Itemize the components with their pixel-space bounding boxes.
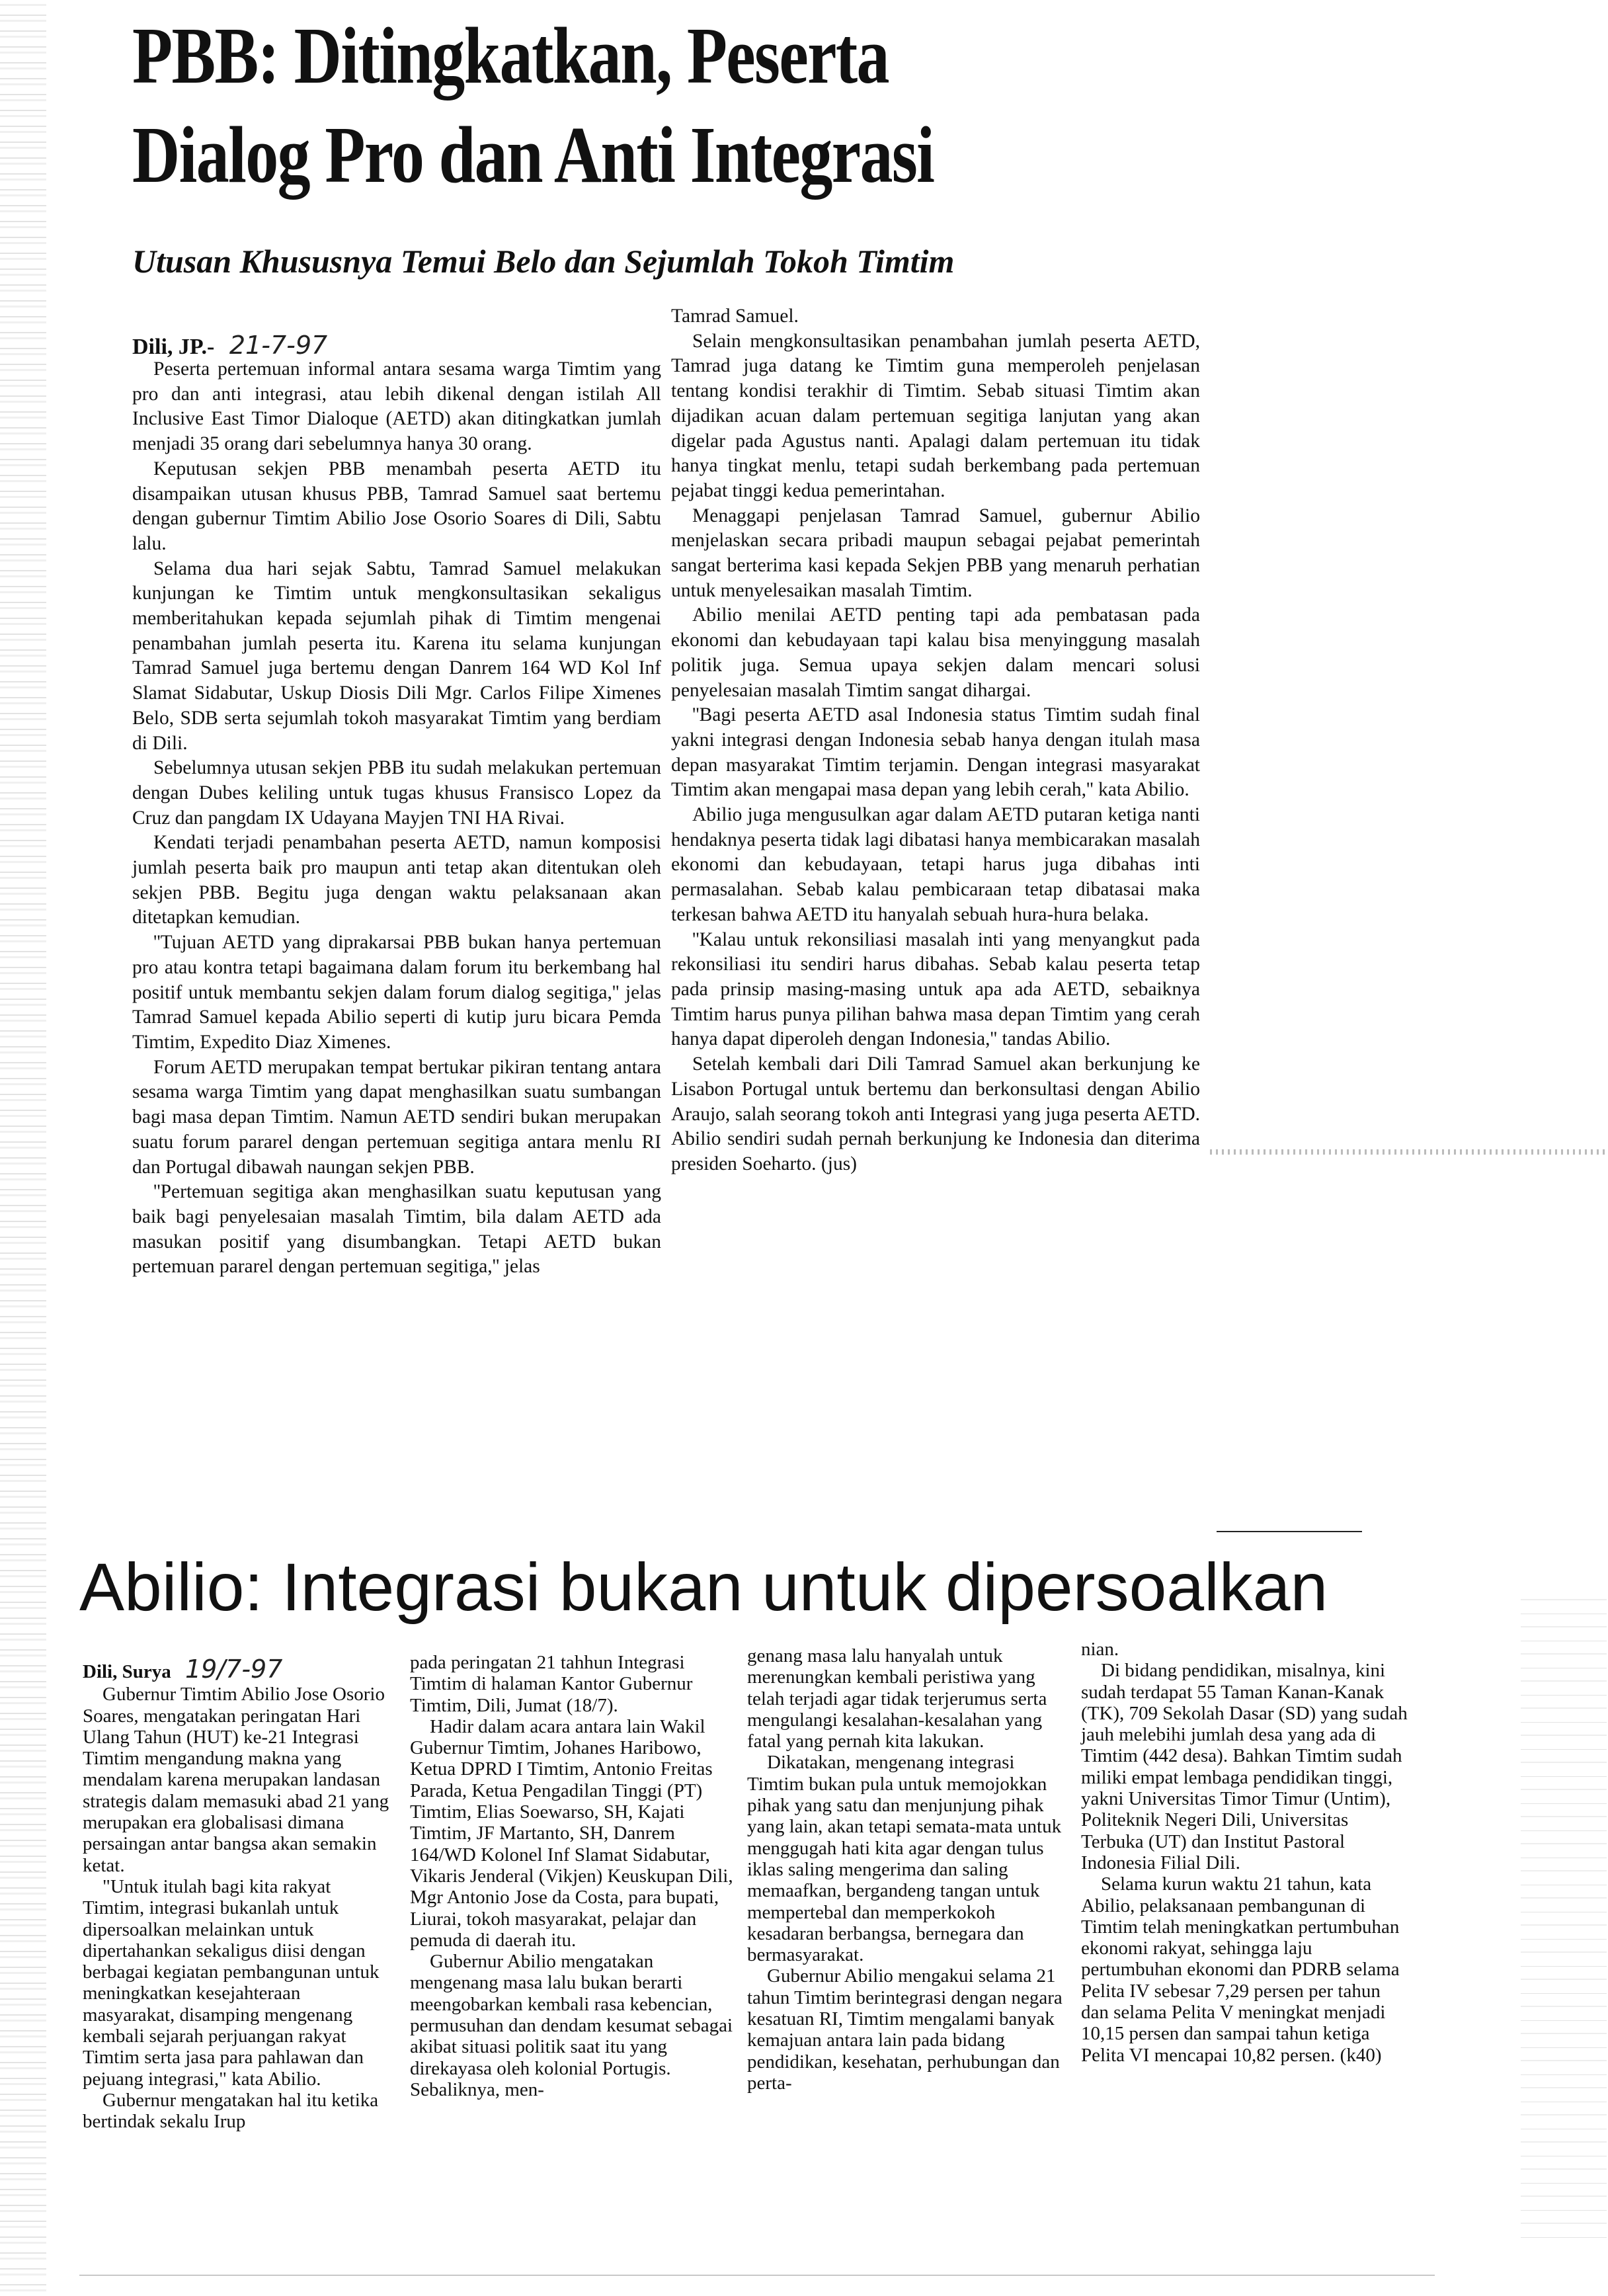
article2-paragraph: Selama kurun waktu 21 tahun, kata Abilio, pelaksanaan pembangunan di Timtim telah meningkatkan pertumbuhan ekonomi rakyat, sehingga laju pertumbuhan ekonomi dan PDRB selama Pelita IV sebesar 7,29 persen per tahun dan selama Pelita V meningkat menjadi 10,15 persen dan sampai tahun ketiga Pelita VI mencapai 10,82 persen. (k40) [1081, 1873, 1400, 2066]
article1-paragraph: Setelah kembali dari Dili Tamrad Samuel akan berkunjung ke Lisabon Portugal untuk bertemu dan berkonsultasi dengan Abilio Araujo, salah seorang tokoh anti Integrasi yang juga peserta AETD. Abilio sendiri sudah pernah berkunjung ke Indonesia dan diterima presiden Soeharto. (jus) [671, 1053, 1200, 1174]
article2-column-2 [410, 1652, 734, 2100]
article2-dateline-text: Dili, Surya [83, 1661, 171, 1682]
article2-paragraph: genang masa lalu hanyalah untuk merenungkan kembali peristiwa yang telah terjadi agar tidak terjerumus serta mengulangi kesalahan-kesalahan yang fatal yang pernah kita lakukan. [747, 1645, 1047, 1752]
article1-paragraph: Sebelumnya utusan sekjen PBB itu sudah melakukan pertemuan dengan Dubes keliling untuk tugas khusus Fransisco Lopez da Cruz dan pangdam IX Udayana Mayjen TNI HA Rivai. [132, 757, 661, 829]
article2-paragraph: "Untuk itulah bagi kita rakyat Timtim, integrasi bukanlah untuk dipersoalkan melainkan untuk dipertahankan sekaligus diisi dengan berbagai kegiatan pembangunan untuk meningkatkan kesejahteraan masyarakat, disamping mengenang kembali sejarah perjuangan rakyat Timtim serta jasa para pahlawan dan pejuang integrasi," kata Abilio. [83, 1875, 380, 2090]
article1-dateline [132, 331, 327, 360]
article2-dateline [83, 1655, 393, 1684]
article1-subheadline: Utusan Khususnya Temui Belo dan Sejumlah Tokoh Timtim [132, 243, 955, 280]
page-bottom-rule [79, 2275, 1435, 2276]
article-divider-rule [1217, 1531, 1362, 1532]
article1-handwritten-date: 21-7-97 [229, 331, 328, 360]
article1-paragraph: Tamrad Samuel. [671, 306, 799, 327]
article1-paragraph: ''Kalau untuk rekonsiliasi masalah inti yang menyangkut pada rekonsiliasi itu sendiri harus dibahas. Sebab kalau peserta tetap pada prinsip masing-masing untuk apa ada AETD, sebaiknya Timtim harus punya pilihan bahwa masa depan Timtim yang cerah hanya dapat diperoleh dengan Indonesia,'' tandas Abilio. [671, 928, 1200, 1050]
article1-paragraph: ''Bagi peserta AETD asal Indonesia status Timtim sudah final yakni integrasi dengan Indonesia sebab hanya dengan itulah masa depan masyarakat Timtim terjamin. Dengan integrasi masyarakat Timtim akan mengapai masa depan yang lebih cerah,'' kata Abilio. [671, 704, 1200, 801]
article1-paragraph: Abilio juga mengusulkan agar dalam AETD putaran ketiga nanti hendaknya peserta tidak lagi dibatasi hanya membicarakan masalah ekonomi dan kebudayaan, tetapi harus juga dibahas inti permasalahan. Sebab kalau pembicaraan tetap dibatasai maka terkesan bahwa AETD itu hanyalah sebuah hura-hura belaka. [671, 804, 1200, 925]
scan-dotted-artifact [1210, 1149, 1607, 1155]
article1-paragraph: Selama dua hari sejak Sabtu, Tamrad Samuel melakukan kunjungan ke Timtim untuk mengkonsultasikan sekaligus memberitahukan kepada sejumlah pihak di Timtim mengenai penambahan jumlah peserta itu. Karena itu selama kunjungan Tamrad Samuel juga bertemu dengan Danrem 164 WD Kol Inf Slamat Sidabutar, Uskup Diosis Dili Mgr. Carlos Filipe Ximenes Belo, SDB serta sejumlah tokoh masyarakat Timtim yang berdiam di Dili. [132, 557, 661, 754]
article2-paragraph: nian. [1081, 1639, 1119, 1660]
article1-paragraph: Forum AETD merupakan tempat bertukar pikiran tentang antara sesama warga Timtim yang dapat menghasilkan suatu sumbangan bagi masa depan Timtim. Namun AETD sendiri bukan merupakan suatu forum pararel dengan pertemuan segitiga antara menlu RI dan Portugal dibawah naungan sekjen PBB. [132, 1056, 661, 1178]
article2-paragraph: Gubernur Abilio mengakui selama 21 tahun Timtim berintegrasi dengan negara kesatuan RI, Timtim mengalami banyak kemajuan antara lain pada bidang pendidikan, kesehatan, perhubungan dan perta- [747, 1965, 1063, 2094]
article1-paragraph: Keputusan sekjen PBB menambah peserta AETD itu disampaikan utusan khusus PBB, Tamrad Samuel saat bertemu dengan gubernur Timtim Abilio Jose Osorio Soares di Dili, Sabtu lalu. [132, 458, 661, 554]
scan-speck-artifact [1521, 1587, 1607, 2248]
article1-paragraph: ''Tujuan AETD yang diprakarsai PBB bukan hanya pertemuan pro atau kontra tetapi bagaimana dalam forum itu berkembang hal positif untuk membantu sekjen dalam forum dialog segitiga,'' jelas Tamrad Samuel kepada Abilio seperti di kutip juru bicara Pemda Timtim, Expedito Diaz Ximenes. [132, 932, 661, 1053]
article2-paragraph: Gubernur Timtim Abilio Jose Osorio Soares, mengatakan peringatan Hari Ulang Tahun (HUT) ke-21 Integrasi Timtim mengandung makna yang mendalam karena merupakan landasan strategis dalam memasuki abad 21 yang merupakan era globalisasi dimana persaingan antar bangsa akan semakin ketat. [83, 1684, 389, 1876]
article2-paragraph: pada peringatan 21 tahhun Integrasi Timtim di halaman Kantor Gubernur Timtim, Dili, Jumat (18/7). [410, 1652, 693, 1716]
article1-column-right [671, 304, 1200, 1177]
article2-column-3 [747, 1645, 1071, 2094]
article1-paragraph: Abilio menilai AETD penting tapi ada pembatasan pada ekonomi dan kebudayaan tapi kalau bisa menyinggung masalah politik juga. Semua upaya sekjen dalam mencari solusi penyelesaian masalah Timtim sangat dihargai. [671, 604, 1200, 701]
article1-dateline-text: Dili, JP.- [132, 335, 215, 359]
article1-paragraph: Menaggapi penjelasan Tamrad Samuel, gubernur Abilio menjelaskan secara pribadi maupun sebagai pejabat pemerintah sangat berterima kasi kepada Sekjen PBB yang menaruh perhatian untuk menyelesaikan masalah Timtim. [671, 505, 1200, 601]
article1-headline-line2: Dialog Pro dan Anti Integrasi [132, 110, 934, 200]
scan-edge-artifact [0, 0, 46, 2296]
article1-headline-line1: PBB: Ditingkatkan, Peserta [132, 11, 889, 101]
article2-headline: Abilio: Integrasi bukan untuk dipersoalkan [79, 1549, 1328, 1625]
article1-paragraph: Peserta pertemuan informal antara sesama warga Timtim yang pro dan anti integrasi, atau lebih dikenal dengan istilah All Inclusive East Timor Dialoque (AETD) akan ditingkatkan jumlah menjadi 35 orang dari sebelumnya hanya 30 orang. [132, 358, 661, 455]
article2-column-1 [83, 1655, 393, 2133]
article2-handwritten-date: 19/7-97 [185, 1655, 283, 1684]
article2-column-4 [1081, 1639, 1412, 2066]
article2-paragraph: Gubernur Abilio mengatakan mengenang masa lalu bukan berarti meengobarkan kembali rasa kebencian, permusuhan dan dendam kesumat sebagai akibat situasi politik saat itu yang direkayasa oleh kolonial Portugis. Sebaliknya, men- [410, 1951, 733, 2100]
article1-paragraph: ''Pertemuan segitiga akan menghasilkan suatu keputusan yang baik bagi penyelesaian masalah Timtim, bila dalam AETD ada masukan positif yang disumbangkan. Tetapi AETD bukan pertemuan pararel dengan pertemuan segitiga,'' jelas [132, 1181, 661, 1278]
article2-paragraph: Hadir dalam acara antara lain Wakil Gubernur Timtim, Johanes Haribowo, Ketua DPRD I Timtim, Antonio Freitas Parada, Ketua Pengadilan Tinggi (PT) Timtim, Elias Soewarso, SH, Kajati Timtim, JF Martanto, SH, Danrem 164/WD Kolonel Inf Slamat Sidabutar, Vikaris Jenderal (Vikjen) Keuskupan Dili, Mgr Antonio Jose da Costa, para bupati, Liurai, tokoh masyarakat, pelajar dan pemuda di daerah itu. [410, 1715, 733, 1951]
article1-paragraph: Kendati terjadi penambahan peserta AETD, namun komposisi jumlah peserta baik pro maupun anti tetap akan ditentukan oleh sekjen PBB. Begitu juga dengan waktu pelaksanaan akan ditetapkan kemudian. [132, 832, 661, 928]
article1-column-left [132, 357, 661, 1280]
article2-paragraph: Gubernur mengatakan hal itu ketika bertindak sekalu Irup [83, 2089, 379, 2133]
article2-paragraph: Di bidang pendidikan, misalnya, kini sudah terdapat 55 Taman Kanan-Kanak (TK), 709 Sekolah Dasar (SD) yang sudah jauh melebihi jumlah desa yang ada di Timtim (442 desa). Bahkan Timtim sudah miliki empat lembaga pendidikan tinggi, yakni Universitas Timor Timur (Untim), Politeknik Negeri Dili, Universitas Terbuka (UT) dan Institut Pastoral Indonesia Filial Dili. [1081, 1660, 1408, 1873]
article1-paragraph: Selain mengkonsultasikan penambahan jumlah peserta AETD, Tamrad juga datang ke Timtim guna memperoleh penjelasan tentang kondisi terakhir di Timtim. Sebab situasi Timtim akan dijadikan acuan dalam pertemuan segitiga lanjutan yang akan digelar pada Agustus nanti. Apalagi dalam pertemuan itu tidak hanya tingkat menlu, tetapi sudah berkembang pada pertemuan pejabat tinggi kedua pemerintahan. [671, 330, 1200, 501]
article2-paragraph: Dikatakan, mengenang integrasi Timtim bukan pula untuk memojokkan pihak yang satu dan menjunjung pihak yang lain, akan tetapi semata-mata untuk menggugah hati kita agar dengan tulus iklas saling mengerima dan saling memaafkan, bergandeng tangan untuk mempertebal dan memperkokoh kesadaran berbangsa, bernegara dan bermasyarakat. [747, 1752, 1062, 1966]
article1-headline [132, 7, 1000, 205]
